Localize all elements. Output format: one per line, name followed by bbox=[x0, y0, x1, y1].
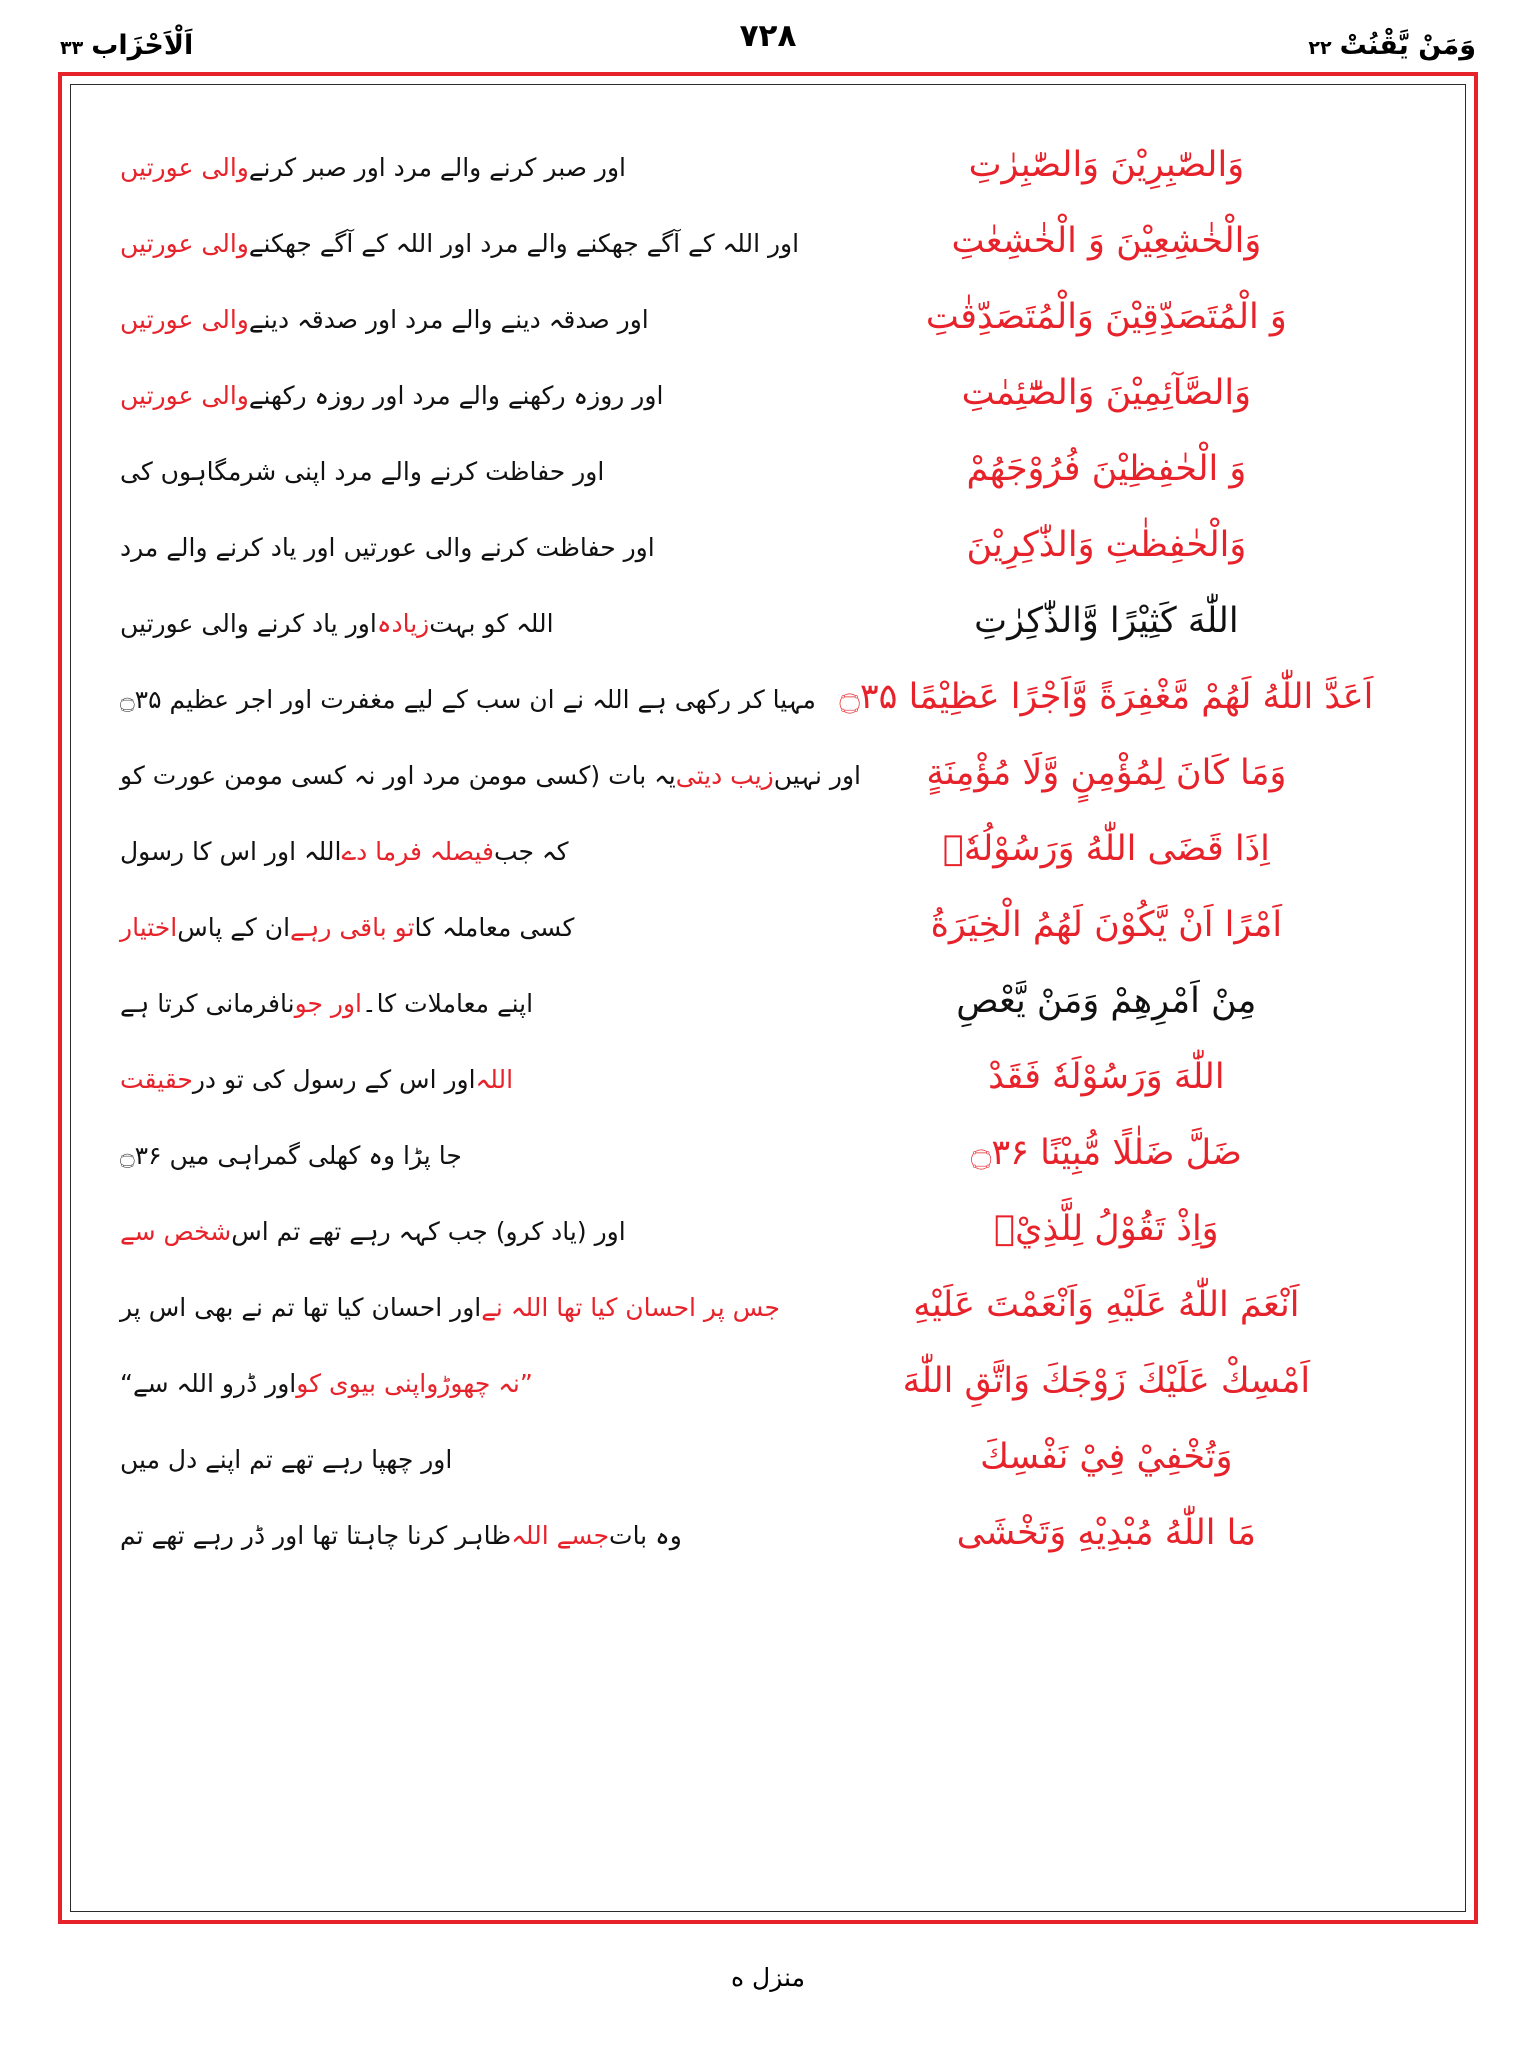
surah-name: اَلْاَحْزَاب bbox=[91, 29, 194, 61]
urdu-segment: مہیا کر رکھی ہے اللہ نے ان سب کے لیے مغفرت اور اجر عظیم ۝۳۵ bbox=[120, 685, 816, 715]
urdu-segment: ظاہر کرنا چاہتا تھا اور ڈر رہے تھے تم bbox=[120, 1521, 512, 1551]
urdu-segment: اپنی بیوی کو bbox=[296, 1369, 427, 1399]
urdu-segment: ان کے پاس bbox=[177, 913, 291, 943]
urdu-segment: اور نہیں bbox=[773, 761, 861, 791]
arabic-line: ضَلَّ ضَلٰلًا مُّبِيْنًا ۝۳۶ bbox=[970, 1133, 1242, 1174]
arabic-line: وَالْحٰفِظٰتِ وَالذّٰكِرِيْنَ bbox=[966, 525, 1247, 566]
urdu-segment: اور چھپا رہے تھے تم اپنے دل میں bbox=[120, 1445, 453, 1475]
urdu-segment: اور احسان کیا تھا تم نے بھی اس پر bbox=[120, 1293, 482, 1323]
arabic-line: وَ الْحٰفِظِيْنَ فُرُوْجَهُمْ bbox=[966, 449, 1247, 490]
urdu-line bbox=[120, 1194, 785, 1270]
juz-label-group bbox=[1308, 30, 1476, 61]
urdu-line bbox=[120, 586, 785, 662]
urdu-segment: زیادہ bbox=[376, 609, 430, 639]
juz-name: وَمَنْ يَّقْنُتْ bbox=[1339, 29, 1476, 61]
urdu-segment: اختیار bbox=[120, 913, 178, 943]
urdu-line bbox=[120, 814, 785, 890]
arabic-text-column bbox=[795, 114, 1436, 1886]
urdu-segment: اللہ bbox=[475, 1065, 514, 1095]
urdu-line bbox=[120, 282, 785, 358]
urdu-segment: نافرمانی کرتا ہے bbox=[120, 989, 295, 1019]
page-number: ۷۲۸ bbox=[739, 18, 797, 54]
arabic-line: وَ الْمُتَصَدِّقِيْنَ وَالْمُتَصَدِّقٰتِ bbox=[925, 297, 1287, 338]
arabic-line: اِذَا قَضَى اللّٰهُ وَرَسُوْلُهٗۤ bbox=[942, 829, 1270, 870]
urdu-segment: والی عورتیں bbox=[120, 229, 249, 259]
urdu-line bbox=[120, 662, 816, 738]
surah-number: ۳۳ bbox=[60, 36, 84, 59]
urdu-line bbox=[120, 130, 785, 206]
urdu-segment: جسے اللہ bbox=[511, 1521, 610, 1551]
arabic-line: وَاِذْ تَقُوْلُ لِلَّذِيْۤ bbox=[994, 1209, 1219, 1250]
urdu-segment: کسی معاملہ کا bbox=[414, 913, 575, 943]
arabic-line: اللّٰهَ وَرَسُوْلَهٗ فَقَدْ bbox=[988, 1057, 1225, 1098]
urdu-segment: حقیقت bbox=[120, 1065, 193, 1095]
arabic-line: اَعَدَّ اللّٰهُ لَهُمْ مَّغْفِرَةً وَّاَجْرًا عَظِيْمًا ۝۳۵ bbox=[839, 677, 1374, 718]
urdu-translation-column bbox=[100, 114, 861, 1886]
urdu-line bbox=[120, 1346, 785, 1422]
arabic-line: وَتُخْفِيْ فِيْ نَفْسِكَ bbox=[980, 1437, 1233, 1478]
urdu-line bbox=[120, 966, 785, 1042]
urdu-line bbox=[120, 1118, 785, 1194]
urdu-line bbox=[120, 434, 785, 510]
urdu-segment: تو باقی رہے bbox=[290, 913, 415, 943]
arabic-line: وَالصَّآئِمِيْنَ وَالصّٰٓئِمٰتِ bbox=[961, 373, 1252, 414]
urdu-segment: اپنے معاملات کا۔ bbox=[362, 989, 534, 1019]
arabic-line: اَنْعَمَ اللّٰهُ عَلَيْهِ وَاَنْعَمْتَ عَلَيْهِ bbox=[913, 1285, 1300, 1326]
urdu-segment: جس پر احسان کیا تھا اللہ نے bbox=[481, 1293, 780, 1323]
arabic-line: وَالْخٰشِعِيْنَ وَ الْخٰشِعٰتِ bbox=[951, 221, 1262, 262]
arabic-line: مَا اللّٰهُ مُبْدِيْهِ وَتَخْشَى bbox=[956, 1513, 1257, 1554]
manzil-footer: منزل ه bbox=[731, 1963, 805, 1992]
urdu-segment: شخص سے bbox=[120, 1217, 232, 1247]
urdu-segment: اور یاد کرنے والی عورتیں bbox=[120, 609, 377, 639]
urdu-line bbox=[120, 1422, 785, 1498]
urdu-segment: والی عورتیں bbox=[120, 153, 249, 183]
arabic-line: وَمَا كَانَ لِمُؤْمِنٍ وَّلَا مُؤْمِنَةٍ bbox=[926, 753, 1287, 794]
urdu-line bbox=[120, 738, 861, 814]
urdu-segment: یہ بات (کسی مومن مرد اور نہ کسی مومن عورت کو bbox=[120, 761, 676, 791]
juz-number: ۲۲ bbox=[1308, 36, 1332, 59]
arabic-line: مِنْ اَمْرِهِمْ وَمَنْ يَّعْصِ bbox=[956, 981, 1257, 1022]
urdu-line bbox=[120, 1270, 785, 1346]
surah-label-group bbox=[60, 30, 193, 61]
urdu-segment: اور اللہ کے آگے جھکنے والے مرد اور اللہ کے آگے جھکنے bbox=[248, 229, 800, 259]
arabic-line: اَمْسِكْ عَلَيْكَ زَوْجَكَ وَاتَّقِ اللّٰهَ bbox=[902, 1361, 1311, 1402]
urdu-line bbox=[120, 206, 800, 282]
urdu-line bbox=[120, 510, 785, 586]
urdu-segment: اللہ اور اس کا رسول bbox=[120, 837, 342, 867]
urdu-line bbox=[120, 1498, 785, 1574]
urdu-segment: اور ڈرو اللہ سے“ bbox=[120, 1369, 297, 1399]
urdu-segment: وہ بات bbox=[609, 1521, 682, 1551]
urdu-segment: اور حفاظت کرنے والے مرد اپنی شرمگاہوں کی bbox=[120, 457, 605, 487]
urdu-segment: جا پڑا وہ کھلی گمراہی میں ۝۳۶ bbox=[120, 1141, 462, 1171]
arabic-line: وَالصّٰبِرِيْنَ وَالصّٰبِرٰتِ bbox=[968, 145, 1245, 186]
urdu-segment: اللہ کو بہت bbox=[429, 609, 554, 639]
urdu-segment: فیصلہ فرما دے bbox=[341, 837, 494, 867]
urdu-segment: اور حفاظت کرنے والی عورتیں اور یاد کرنے والے مرد bbox=[120, 533, 655, 563]
urdu-segment: زیب دیتی bbox=[675, 761, 774, 791]
urdu-line bbox=[120, 890, 785, 966]
urdu-segment: کہ جب bbox=[493, 837, 569, 867]
urdu-segment: اور صدقہ دینے والے مرد اور صدقہ دینے bbox=[248, 305, 649, 335]
urdu-segment: والی عورتیں bbox=[120, 381, 249, 411]
urdu-line bbox=[120, 1042, 785, 1118]
page-content bbox=[70, 90, 1466, 1906]
urdu-line bbox=[120, 358, 785, 434]
urdu-segment: ”نہ چھوڑو bbox=[426, 1369, 533, 1399]
urdu-segment: اور صبر کرنے والے مرد اور صبر کرنے bbox=[248, 153, 627, 183]
urdu-segment: اور اس کے رسول کی تو در bbox=[192, 1065, 476, 1095]
urdu-segment: اور جو bbox=[294, 989, 363, 1019]
urdu-segment: اور (یاد کرو) جب کہہ رہے تھے تم اس bbox=[231, 1217, 626, 1247]
urdu-segment: اور روزہ رکھنے والے مرد اور روزہ رکھنے bbox=[248, 381, 664, 411]
arabic-line: اَمْرًا اَنْ يَّكُوْنَ لَهُمُ الْخِيَرَةُ bbox=[930, 905, 1283, 946]
arabic-line: اللّٰهَ كَثِيْرًا وَّالذّٰكِرٰتِ bbox=[974, 601, 1239, 642]
urdu-segment: والی عورتیں bbox=[120, 305, 249, 335]
